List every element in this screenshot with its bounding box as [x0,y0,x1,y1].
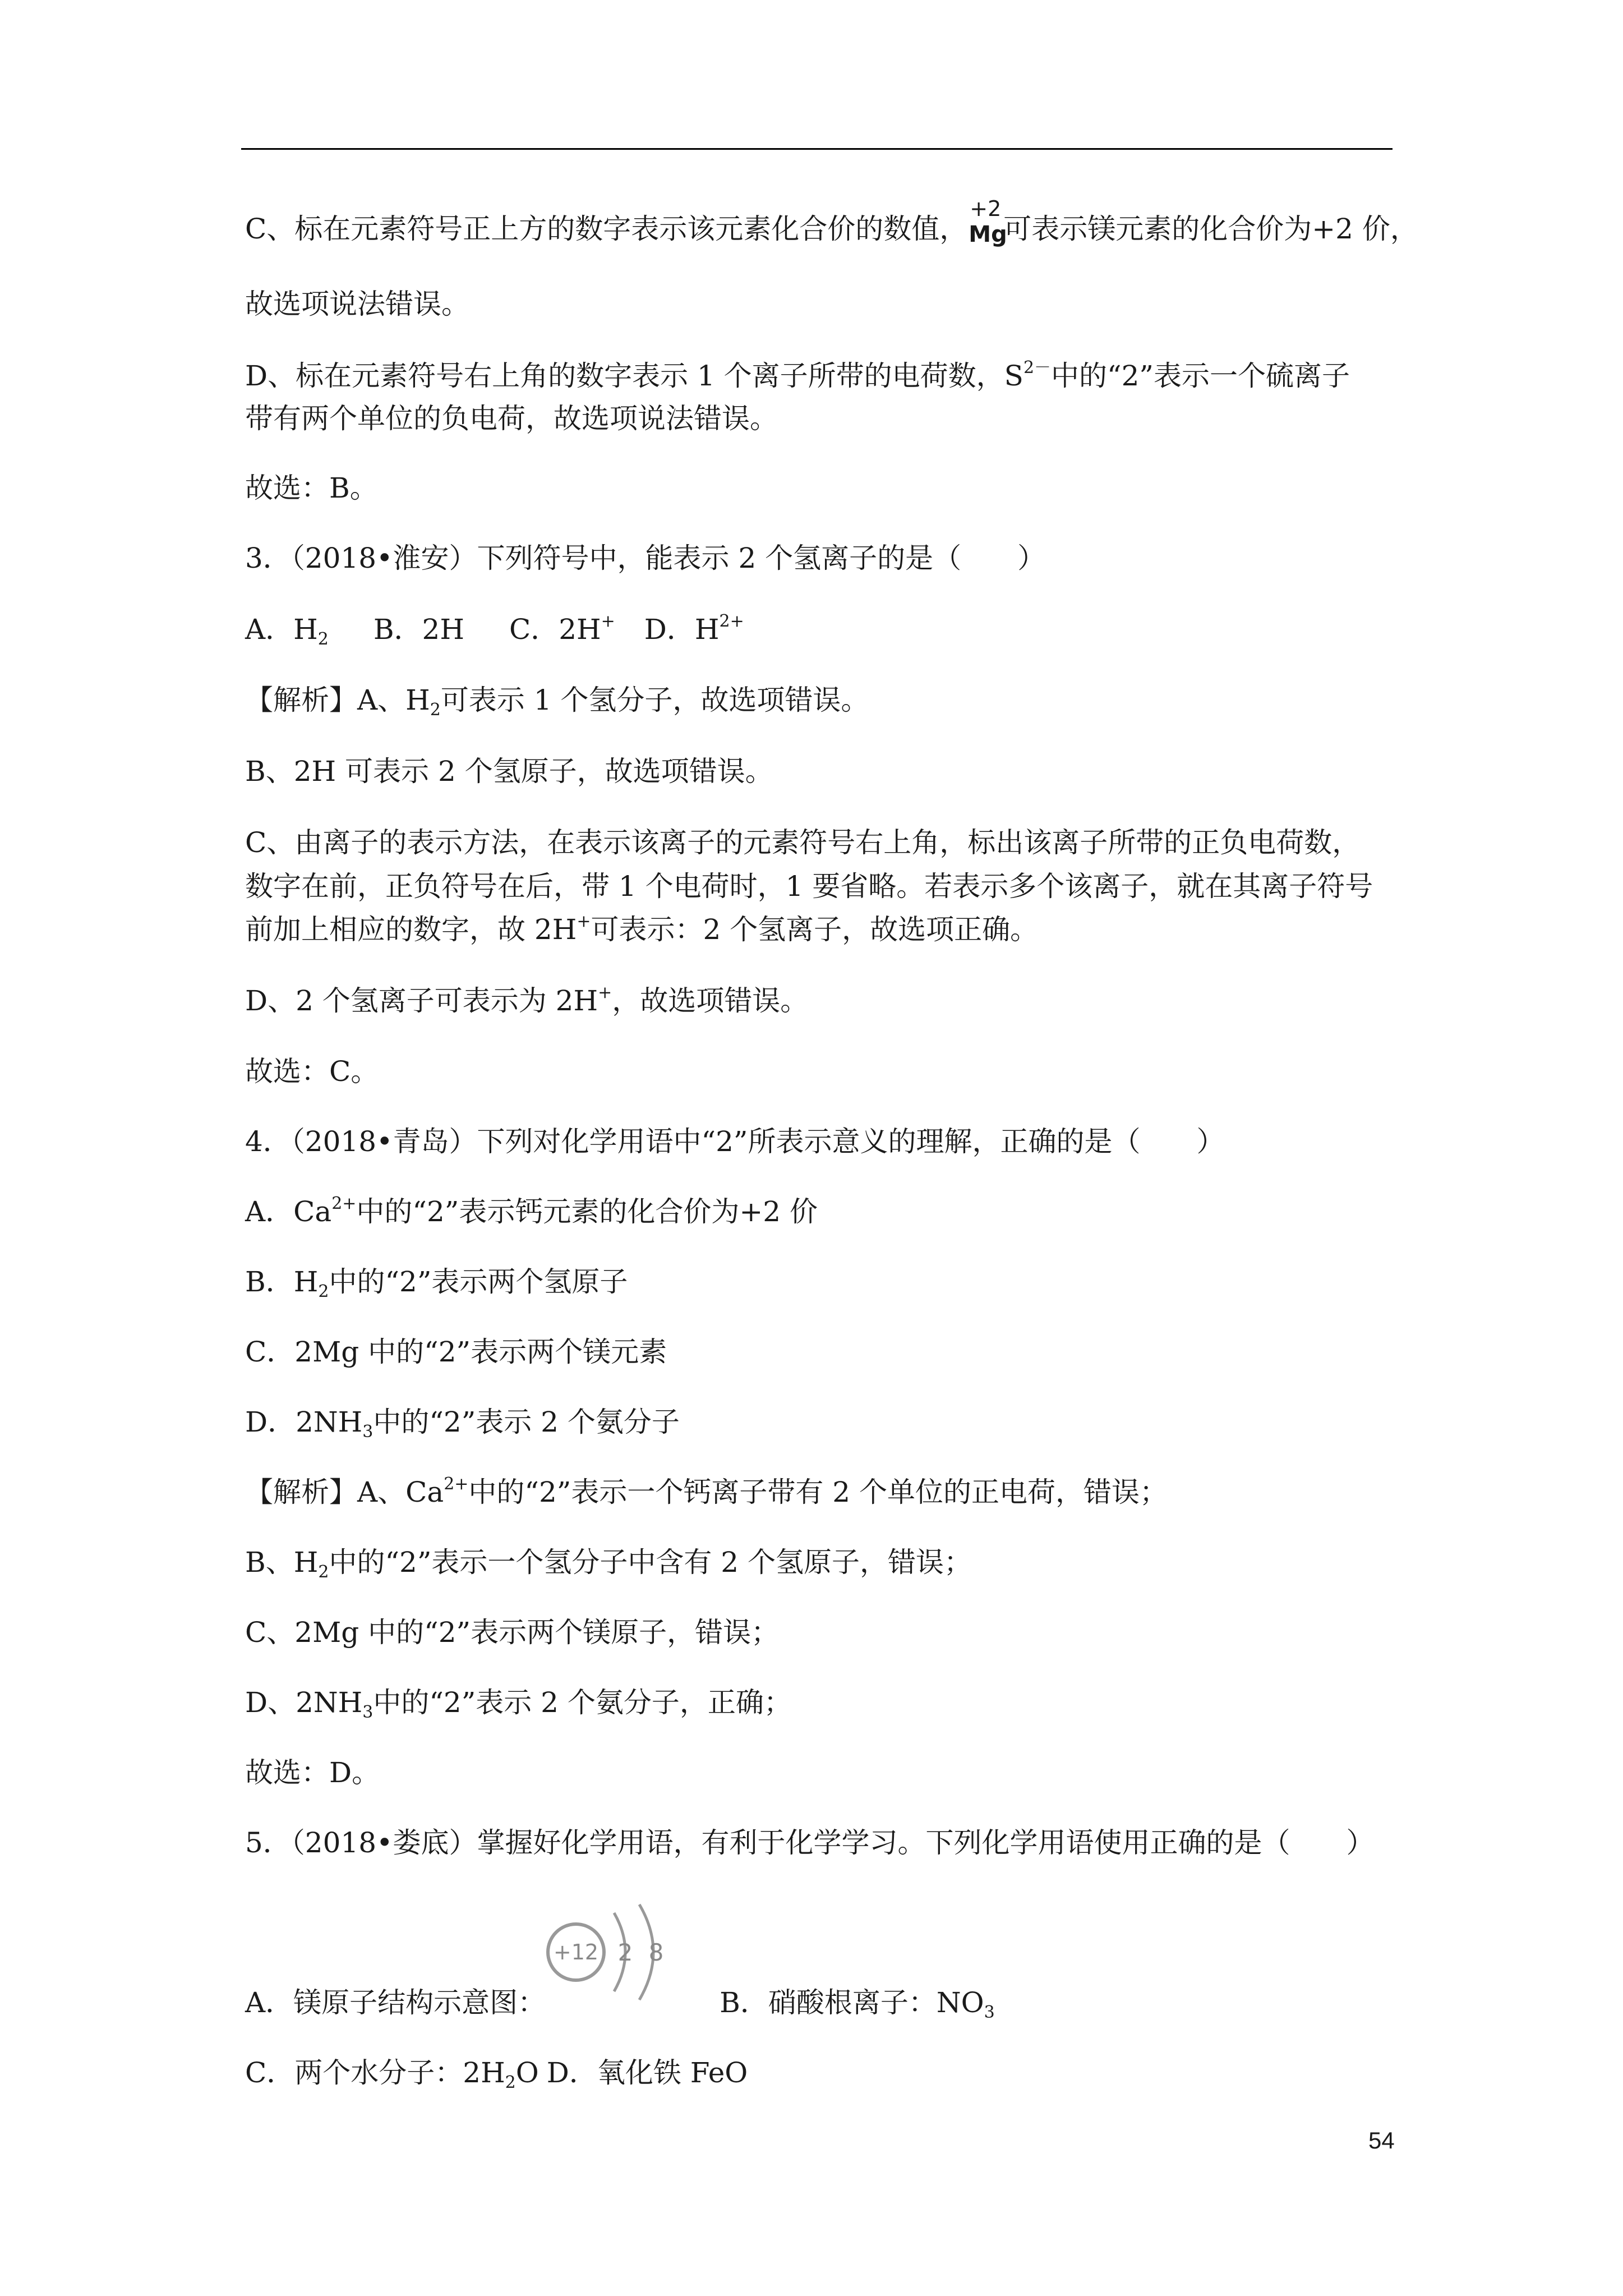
q3-analysis-d: D、2 个氢离子可表示为 2H+，故选项错误。 [245,983,809,1017]
q5-option-d: D．氧化铁 FeO [546,2056,748,2089]
q5-option-c: C．两个水分子：$2H_2O$ [245,2056,539,2092]
page-number: 54 [1368,2127,1395,2154]
q4-option-c: C．2Mg 中的“2”表示两个镁元素 [245,1336,667,1368]
q3-analysis-c-2: 数字在前，正负符号在后，带 1 个电荷时，1 要省略。若表示多个该离子，就在其离子符号 [245,870,1373,903]
q3-option-b: B．2H [373,613,464,646]
mg-valence-symbol: +2 Mg [969,196,1007,247]
q4-analysis-a: 【解析】A、$Ca^{2+}$中的“2”表示一个钙离子带有 2 个单位的正电荷，错误； [245,1474,1168,1508]
answer-b: 故选：B。 [245,472,378,504]
q3-option-a: A．$H_2$ [245,613,329,649]
q4-answer: 故选：D。 [245,1756,380,1789]
shell-2-count: 8 [648,1939,664,1966]
analysis-d-line-1: D、标在元素符号右上角的数字表示 1 个离子所带的电荷数，$S^{2-}$中的“2”表示一个硫离子 [245,358,1350,392]
q4-option-b: B．$H_2$中的“2”表示两个氢原子 [245,1266,628,1301]
analysis-d-line-2: 带有两个单位的负电荷，故选项说法错误。 [245,402,778,435]
header-rule [241,148,1393,150]
q5-option-b: B．硝酸根离子：$NO_3$ [720,1986,995,2022]
q3-analysis-a: 【解析】A、$H_2$可表示 1 个氢分子，故选项错误。 [245,684,869,720]
q3-option-c: C．2H+ [509,611,615,646]
q3-answer: 故选：C。 [245,1055,379,1088]
q3-analysis-c-1: C、由离子的表示方法，在表示该离子的元素符号右上角，标出该离子所带的正负电荷数， [245,826,1361,859]
q5-options-ab [245,1986,995,2022]
q4-analysis-c: C、2Mg 中的“2”表示两个镁原子，错误； [245,1616,780,1649]
q3-analysis-b: B、2H 可表示 2 个氢原子，故选项错误。 [245,755,773,788]
nucleus-label: +12 [553,1940,599,1964]
q4-analysis-d: D、$2NH_3$中的“2”表示 2 个氨分子，正确； [245,1686,792,1722]
analysis-c-line-2: 故选项说法错误。 [245,288,469,320]
analysis-c-line-1: C、标在元素符号正上方的数字表示该元素化合价的数值， +2 Mg 可表示镁元素的化合价为+2 价， [245,196,1418,247]
q4-option-a: A．$Ca^{2+}$中的“2”表示钙元素的化合价为+2 价 [245,1194,818,1228]
q4-option-d: D．$2NH_3$中的“2”表示 2 个氨分子 [245,1406,680,1442]
q3-analysis-c-3: 前加上相应的数字，故 2H+可表示：2 个氢离子，故选项正确。 [245,912,1039,946]
q5-option-a: A．镁原子结构示意图： [245,1986,546,2019]
q3-option-d: D．$H^{2+}$ [644,611,744,646]
q4-stem: 4．（2018•青岛）下列对化学用语中“2”所表示意义的理解，正确的是（ ） [245,1125,1225,1158]
q3-options [245,611,744,649]
q5-options-cd [245,2056,748,2090]
q5-stem: 5．（2018•娄底）掌握好化学用语，有利于化学学习。下列化学用语使用正确的是（ ） [245,1826,1375,1859]
shell-1-count: 2 [617,1939,633,1966]
q4-analysis-b: B、$H_2$中的“2”表示一个氢分子中含有 2 个氢原子，错误； [245,1546,972,1582]
q3-stem: 3．（2018•淮安）下列符号中，能表示 2 个氢离子的是（ ） [245,542,1046,574]
